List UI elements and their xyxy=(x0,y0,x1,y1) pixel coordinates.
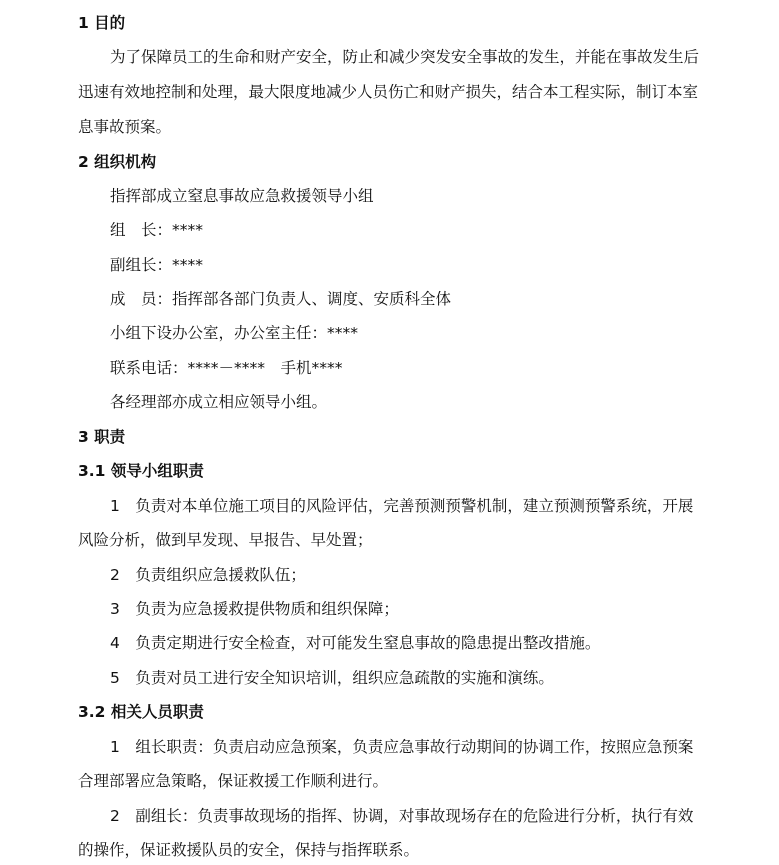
duty-line: 风险分析，做到早发现、早报告、早处置； xyxy=(78,531,373,549)
org-line: 联系电话：****－**** 手机**** xyxy=(110,359,343,377)
org-line: 副组长：**** xyxy=(110,256,204,274)
section-3-2-heading: 3.2 相关人员职责 xyxy=(78,703,204,721)
duty-line: 2 负责组织应急援救队伍； xyxy=(110,566,306,584)
org-line: 各经理部亦成立相应领导小组。 xyxy=(110,393,328,411)
org-line: 组 长：**** xyxy=(110,221,204,239)
role-line: 的操作，保证救援队员的安全，保持与指挥联系。 xyxy=(78,841,420,859)
role-line: 合理部署应急策略，保证救援工作顺利进行。 xyxy=(78,772,389,790)
section-3-heading: 3 职责 xyxy=(78,428,126,446)
duty-line: 3 负责为应急援救提供物质和组织保障； xyxy=(110,600,399,618)
role-line: 1 组长职责：负责启动应急预案，负责应急事故行动期间的协调工作，按照应急预案 xyxy=(110,738,694,756)
duty-line: 1 负责对本单位施工项目的风险评估，完善预测预警机制，建立预测预警系统，开展 xyxy=(110,497,694,515)
org-line: 成 员：指挥部各部门负责人、调度、安质科全体 xyxy=(110,290,452,308)
section-2-heading: 2 组织机构 xyxy=(78,153,157,171)
org-line: 指挥部成立窒息事故应急救援领导小组 xyxy=(110,187,374,205)
duty-line: 5 负责对员工进行安全知识培训，组织应急疏散的实施和演练。 xyxy=(110,669,554,687)
section-1-paragraph-line: 迅速有效地控制和处理，最大限度地减少人员伤亡和财产损失，结合本工程实际，制订本室 xyxy=(78,83,699,101)
org-line: 小组下设办公室，办公室主任：**** xyxy=(110,324,359,342)
duty-line: 4 负责定期进行安全检查，对可能发生窒息事故的隐患提出整改措施。 xyxy=(110,634,601,652)
section-1-paragraph-line: 息事故预案。 xyxy=(78,118,172,136)
section-3-1-heading: 3.1 领导小组职责 xyxy=(78,462,204,480)
section-1-heading: 1 目的 xyxy=(78,14,126,32)
section-1-paragraph-line: 为了保障员工的生命和财产安全，防止和减少突发安全事故的发生，并能在事故发生后 xyxy=(110,48,700,66)
role-line: 2 副组长：负责事故现场的指挥、协调，对事故现场存在的危险进行分析，执行有效 xyxy=(110,807,694,825)
